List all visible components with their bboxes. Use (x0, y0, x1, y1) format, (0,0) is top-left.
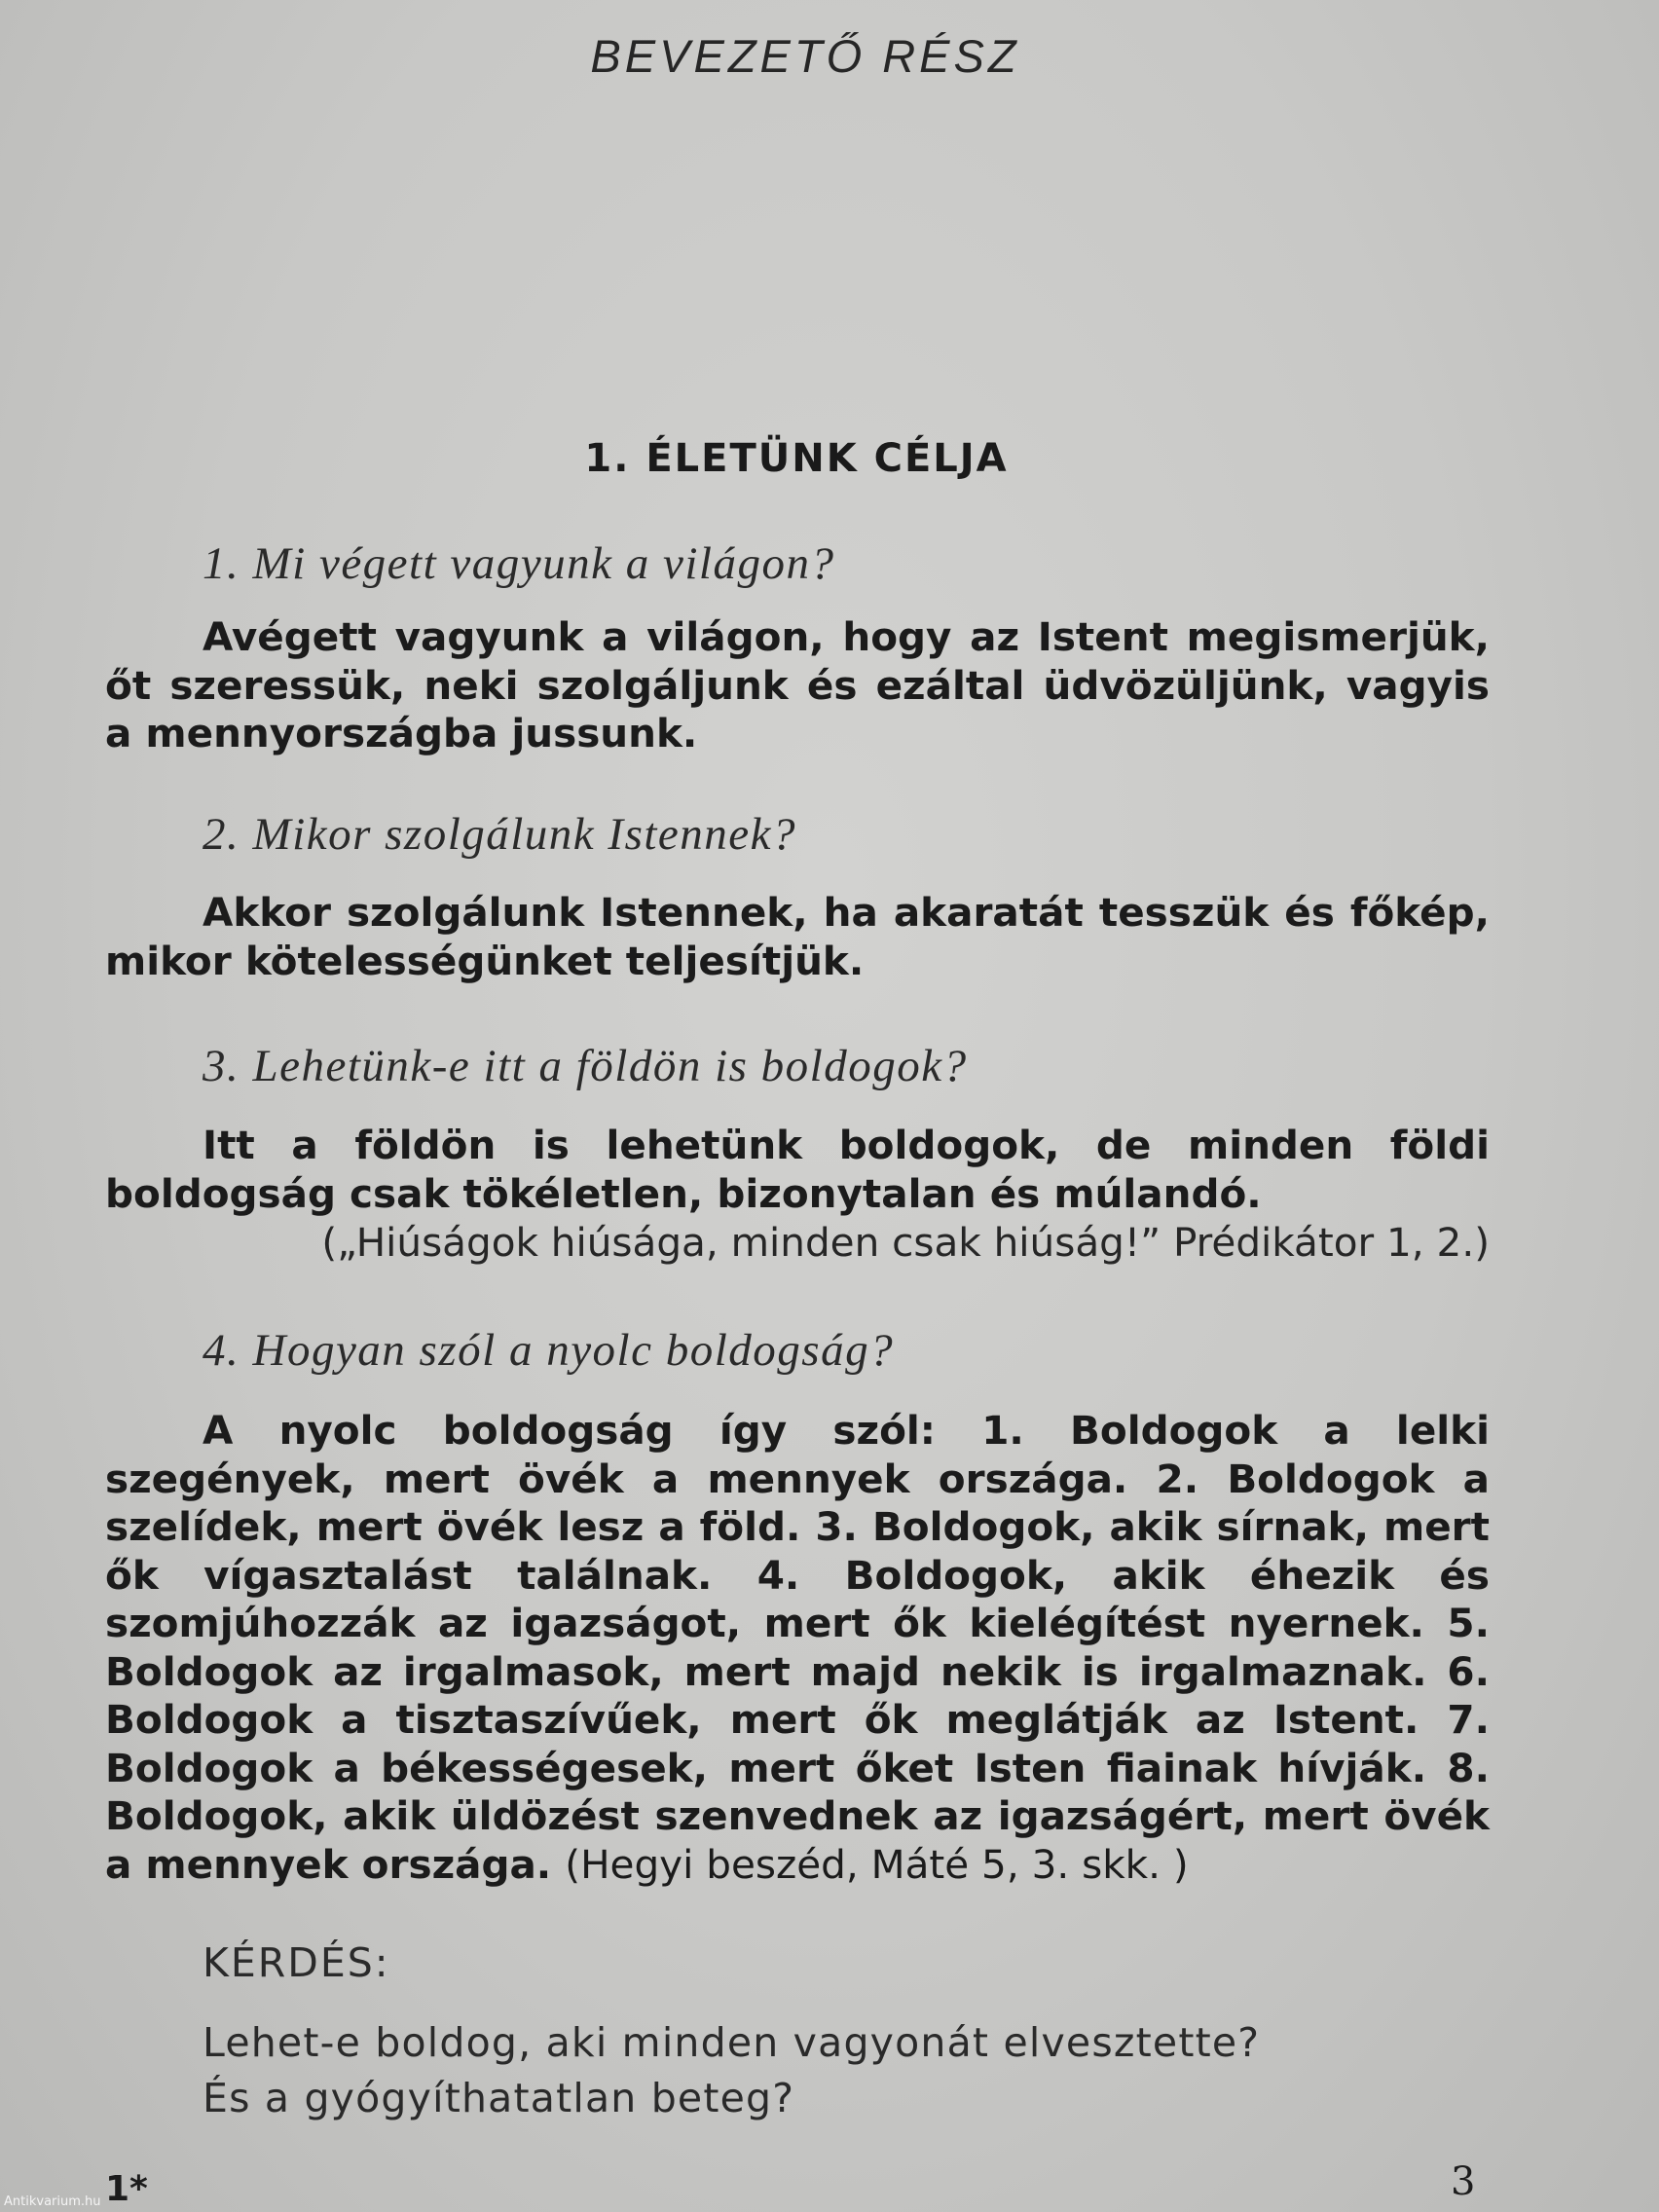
kerdes-line-1: Lehet-e boldog, aki minden vagyonát elvesztette? (203, 2019, 1261, 2066)
signature-mark: 1* (105, 2169, 148, 2209)
answer-1: Avégett vagyunk a világon, hogy az Istent megismerjük, őt szeressük, neki szolgáljunk és ezáltal üdvözüljünk, vagyis a mennyországba jussunk. (105, 613, 1490, 756)
question-3: 3. Lehetünk-e itt a földön is boldogok? (203, 1041, 968, 1091)
kerdes-label: KÉRDÉS: (203, 1939, 390, 1986)
answer-2: Akkor szolgálunk Istennek, ha akaratát tesszük és főkép, mikor kötelességünket teljesítjük. (105, 889, 1490, 984)
question-4: 4. Hogyan szól a nyolc boldogság? (203, 1325, 895, 1376)
chapter-title: 1. ÉLETÜNK CÉLJA (584, 436, 1009, 481)
watermark: Antikvarium.hu (4, 2194, 101, 2209)
answer-3-block (105, 1122, 1490, 1218)
question-2: 2. Mikor szolgálunk Istennek? (203, 809, 797, 860)
answer-3: Itt a földön is lehetünk boldogok, de minden földi boldogság csak tökéletlen, bizonytalan és múlandó. (105, 1122, 1490, 1217)
question-1: 1. Mi végett vagyunk a világon? (203, 538, 835, 589)
citation-preacher: („Hiúságok hiúsága, minden csak hiúság!” Prédikátor 1, 2.) (321, 1219, 1490, 1266)
answer-1-block (105, 613, 1490, 758)
running-head: BEVEZETŐ RÉSZ (590, 30, 1020, 82)
answer-4-block (105, 1407, 1490, 1889)
answer-4-reference: (Hegyi beszéd, Máté 5, 3. skk. ) (565, 1840, 1189, 1888)
kerdes-line-2: És a gyógyíthatatlan beteg? (203, 2075, 795, 2121)
answer-2-block (105, 889, 1490, 985)
answer-4-text: A nyolc boldogság így szól: 1. Boldogok a lelki szegények, mert övék a mennyek országa. 2. Boldogok a szelídek, mert övék lesz a föld. 3. Boldogok, akik sírnak, mert ők vígasztalást találnak. 4. Boldogok, akik éhezik és szomjúhozzák az igazságot, mert ők kielégítést nyernek. 5. Boldogok az irgalmasok, mert majd nekik is irgalmaznak. 6. Boldogok a tisztaszívűek, mert ők meglátják az Istent. 7. Boldogok a békességesek, mert őket Isten fiainak hívják. 8. Boldogok, akik üldözést szenvednek az igazságért, mert övék a mennyek országa. (105, 1407, 1490, 1888)
answer-4 (105, 1407, 1490, 1889)
page-number: 3 (1451, 2159, 1476, 2204)
